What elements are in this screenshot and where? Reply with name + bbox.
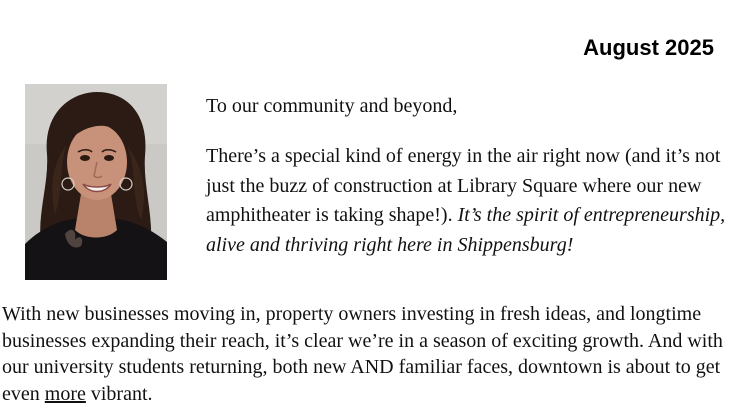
intro-italic-text: It’s the spirit of entrepreneurship, alive and thriving right here in Shippensburg! (206, 204, 726, 256)
intro-text: There’s a special kind of energy in the air right now (and it’s not just the buzz of construction at Library Square where our new amphitheater is taking shape!). (206, 145, 721, 226)
author-portrait-photo (25, 84, 167, 280)
letter-intro-paragraph (206, 142, 734, 260)
letter-body-paragraph (2, 301, 754, 407)
body-text: With new businesses moving in, property owners investing in fresh ideas, and longtime businesses expanding their reach, it’s clear we’re in a season of exciting growth. And with our university students returning, both new AND familiar faces, downtown is about to get even (2, 303, 723, 405)
body-underlined-word: more (44, 382, 86, 405)
body-text-end: vibrant. (85, 382, 153, 405)
letter-greeting: To our community and beyond, (206, 95, 458, 117)
newsletter-date: August 2025 (583, 35, 714, 60)
